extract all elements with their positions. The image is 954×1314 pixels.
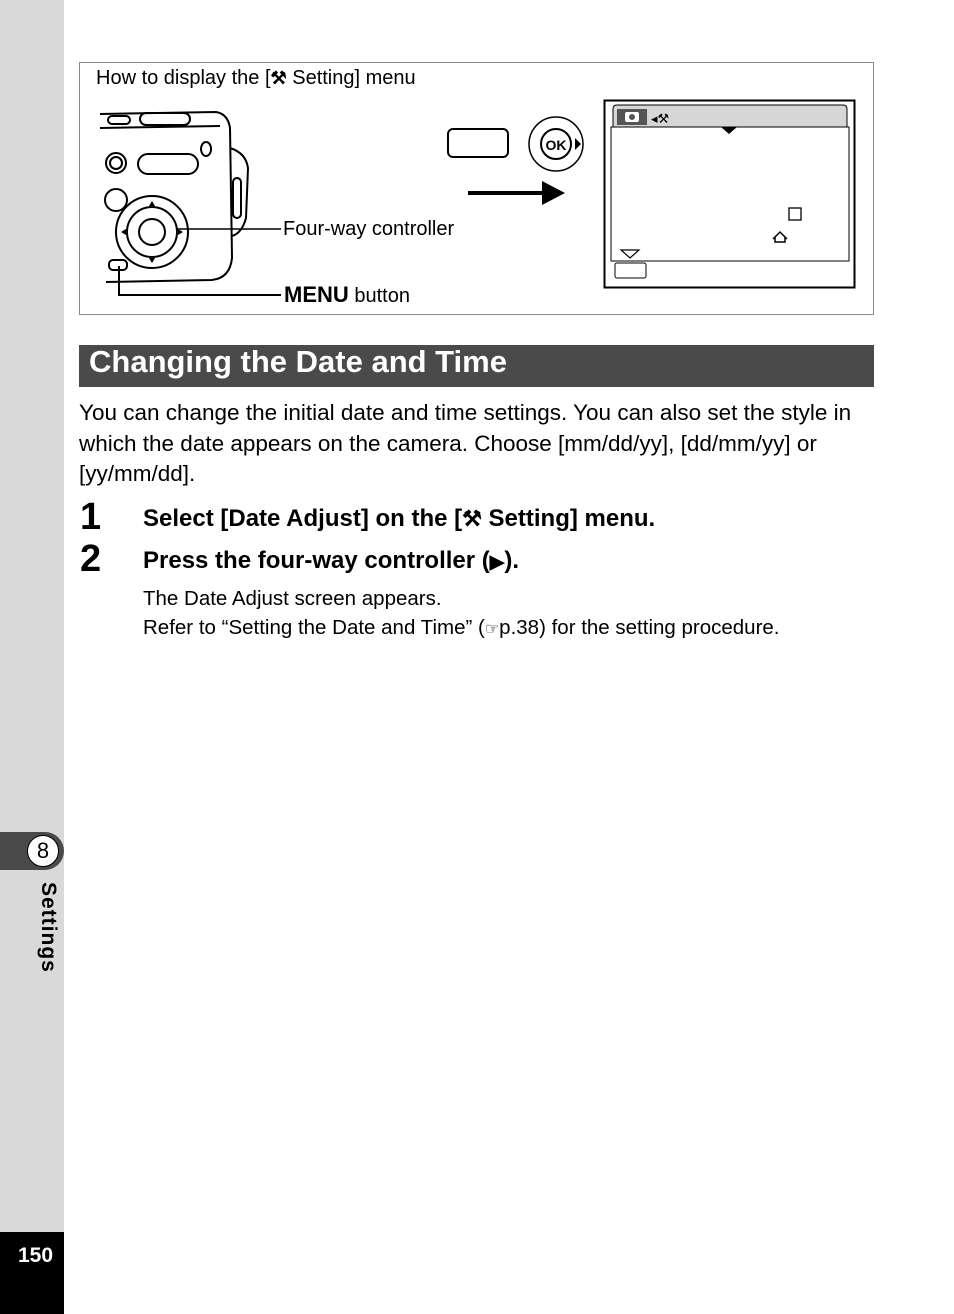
page-reference-icon: ☞ (484, 621, 500, 638)
setting-tab-icon: ◂⚒ (651, 112, 670, 127)
note-line-1: The Date Adjust screen appears. (143, 587, 442, 610)
step-2-text-pre: Press the four-way controller ( (143, 547, 490, 574)
intro-paragraph: You can change the initial date and time settings. You can also set the style in which the date appears on the camera. Choose [mm/dd/yy], [dd/mm/yy] or [yy/mm/dd]. (79, 400, 852, 486)
how-to-title (96, 67, 416, 90)
note-line-2-post: p.38) for the setting procedure. (499, 616, 780, 639)
right-arrow-glyph: ▶ (489, 552, 505, 573)
step-1-number: 1 (80, 496, 102, 538)
how-to-title-post: Setting] menu (286, 67, 416, 89)
note-line-2-pre: Refer to “Setting the Date and Time” ( (143, 616, 485, 639)
side-margin (0, 0, 64, 1314)
step-1-text (143, 505, 655, 533)
step-2-number: 2 (80, 538, 102, 580)
step-2-text (143, 547, 519, 575)
setting-wrench-icon: ⚒ (462, 506, 482, 531)
menu-word: MENU (284, 282, 349, 307)
menu-button-label (284, 282, 410, 308)
note-line-2 (143, 616, 780, 640)
step-1-text-post: Setting] menu. (481, 505, 656, 532)
menu-suffix: button (348, 285, 410, 307)
camera-back-illustration (96, 108, 286, 303)
lcd-screen-illustration (603, 99, 857, 291)
button-sequence-illustration (444, 115, 594, 210)
setting-wrench-icon: ⚒ (270, 68, 287, 88)
menu-key-indicator (615, 263, 646, 278)
page-number: 150 (18, 1244, 54, 1267)
right-arrow-icon (542, 181, 565, 205)
section-title: Changing the Date and Time (89, 344, 507, 379)
ok-button-text: OK (545, 137, 567, 153)
step-1-text-pre: Select [Date Adjust] on the [ (143, 505, 463, 532)
chapter-label: Settings (37, 882, 60, 973)
how-to-title-pre: How to display the [ (96, 67, 271, 89)
checkbox-icon (789, 208, 801, 220)
four-way-controller-label: Four-way controller (283, 218, 455, 240)
step-2-text-post: ). (504, 547, 520, 574)
chapter-number: 8 (27, 835, 59, 867)
menu-button-icon (448, 129, 508, 157)
